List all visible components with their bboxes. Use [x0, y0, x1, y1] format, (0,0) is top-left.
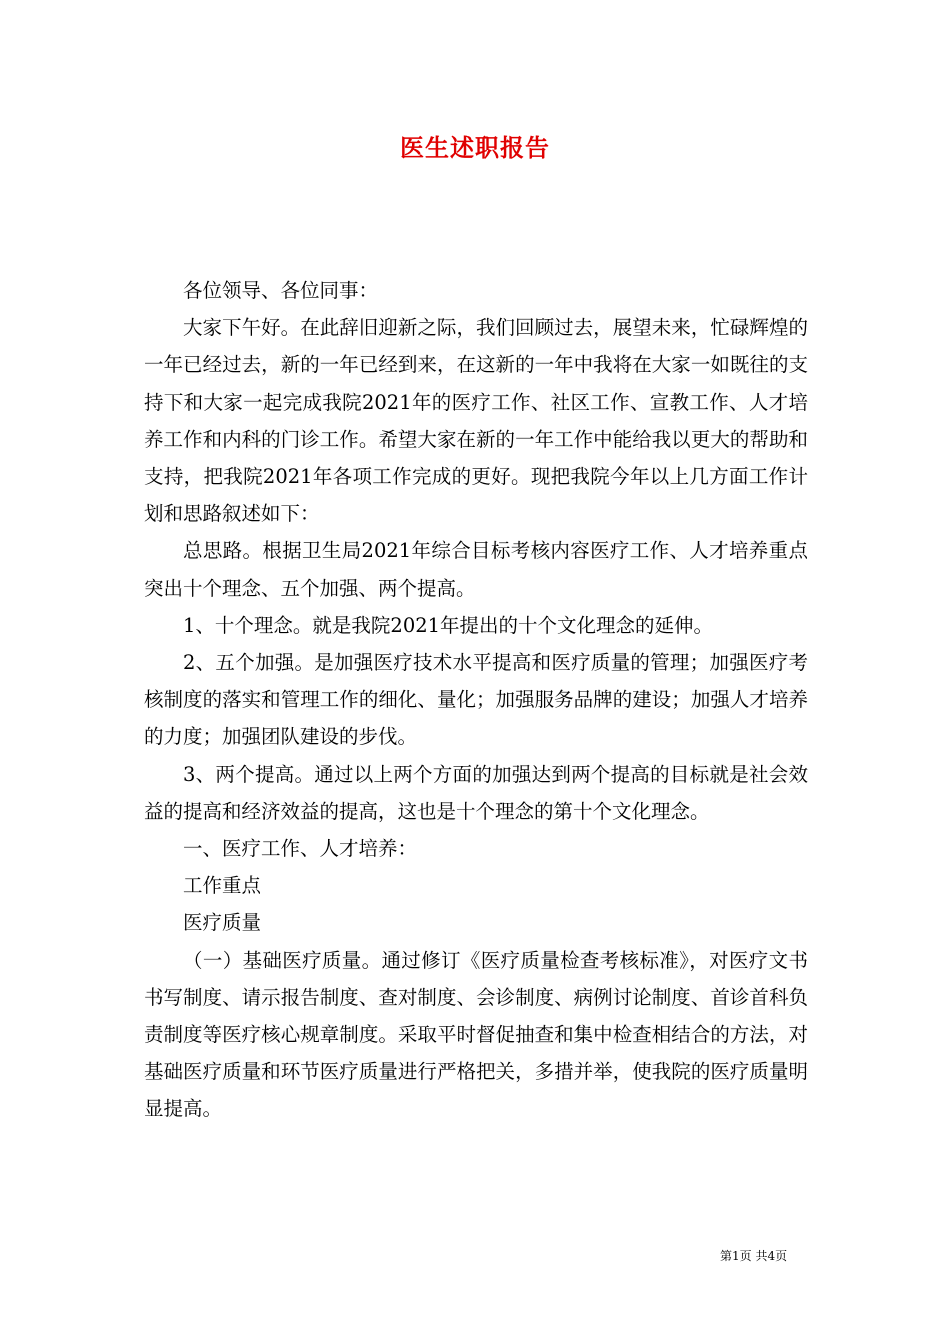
subheading-work-focus: 工作重点 — [183, 874, 262, 898]
paragraph-two-improvements: 3、两个提高。通过以上两个方面的加强达到两个提高的目标就是社会效益的提高和经济效益的提高，这也是十个理念的第十个文化理念。 — [144, 762, 808, 823]
paragraph-basic-quality: （一）基础医疗质量。通过修订《医疗质量检查考核标准》，对医疗文书书写制度、请示报告制度、查对制度、会诊制度、病例讨论制度、首诊首科负责制度等医疗核心规章制度。采取平时督促抽查和集中检查相结合的方法，对基础医疗质量和环节医疗质量进行严格把关，多措并举，使我院的医疗质量明显提高。 — [144, 948, 808, 1121]
paragraph-greeting: 大家下午好。在此辞旧迎新之际，我们回顾过去，展望未来，忙碌辉煌的一年已经过去，新的一年已经到来，在这新的一年中我将在大家一如既往的支持下和大家一起完成我院2021年的医疗工作、社区工作、宣教工作、人才培养工作和内科的门诊工作。希望大家在新的一年工作中能给我以更大的帮助和支持，把我院2021年各项工作完成的更好。现把我院今年以上几方面工作计划和思路叙述如下： — [144, 316, 808, 526]
subheading-medical-quality: 医疗质量 — [183, 911, 262, 935]
document-body — [144, 272, 808, 1128]
document-title: 医生述职报告 — [400, 133, 550, 162]
paragraph-ten-concepts: 1、十个理念。就是我院2021年提出的十个文化理念的延伸。 — [183, 613, 714, 637]
paragraph-salutation: 各位领导、各位同事： — [183, 279, 379, 302]
paragraph-overall-approach: 总思路。根据卫生局2021年综合目标考核内容医疗工作、人才培养重点突出十个理念、五个加强、两个提高。 — [144, 539, 808, 600]
page-number: 第1页 共4页 — [720, 1249, 788, 1263]
paragraph-five-strengthen: 2、五个加强。是加强医疗技术水平提高和医疗质量的管理；加强医疗考核制度的落实和管理工作的细化、量化；加强服务品牌的建设；加强人才培养的力度；加强团队建设的步伐。 — [144, 651, 808, 749]
section-heading-medical-work: 一、医疗工作、人才培养： — [183, 837, 418, 861]
